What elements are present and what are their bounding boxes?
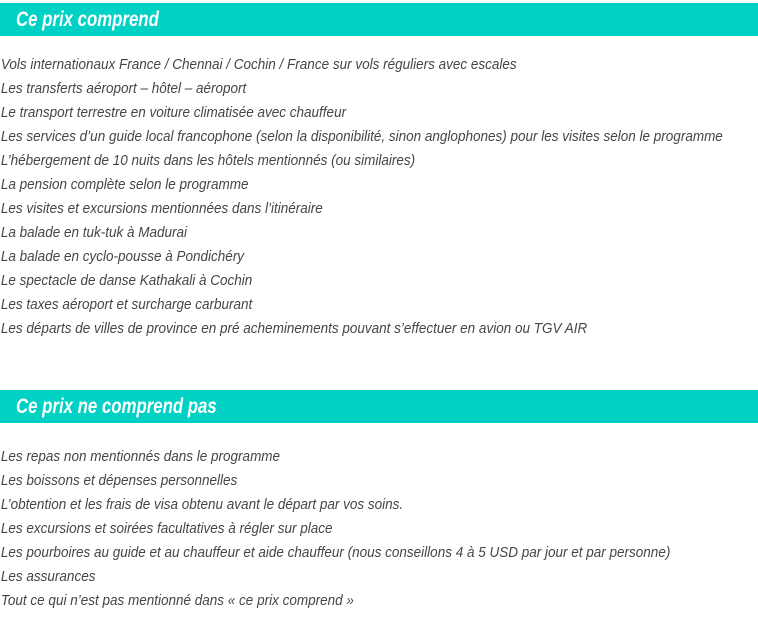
list-item: Les taxes aéroport et surcharge carburant — [0, 296, 253, 313]
price-excludes-list — [0, 445, 758, 613]
section-price-includes — [0, 3, 758, 341]
list-item: Les excursions et soirées facultatives à régler sur place — [0, 520, 333, 537]
list-item: Le transport terrestre en voiture climatisée avec chauffeur — [0, 104, 347, 121]
price-includes-list — [0, 53, 758, 341]
list-item: Les transferts aéroport – hôtel – aéroport — [0, 80, 247, 97]
price-includes-title: Ce prix comprend — [16, 7, 159, 31]
price-excludes-title: Ce prix ne comprend pas — [16, 394, 217, 418]
list-item: Le spectacle de danse Kathakali à Cochin — [0, 272, 253, 289]
price-excludes-header-bar — [0, 390, 758, 423]
list-item: Les boissons et dépenses personnelles — [0, 472, 238, 489]
price-includes-header-bar — [0, 3, 758, 36]
list-item: Vols internationaux France / Chennai / Cochin / France sur vols réguliers avec escales — [0, 56, 517, 73]
list-item: Les repas non mentionnés dans le programme — [0, 448, 281, 465]
list-item: La balade en cyclo-pousse à Pondichéry — [0, 248, 245, 265]
list-item: Tout ce qui n’est pas mentionné dans « ce prix comprend » — [0, 592, 354, 609]
section-price-excludes — [0, 390, 758, 613]
list-item: Les assurances — [0, 568, 96, 585]
list-item: La pension complète selon le programme — [0, 176, 249, 193]
list-item: Les pourboires au guide et au chauffeur et aide chauffeur (nous conseillons 4 à 5 USD par jour et par personne) — [0, 544, 671, 561]
list-item: Les visites et excursions mentionnées dans l’itinéraire — [0, 200, 323, 217]
list-item: La balade en tuk-tuk à Madurai — [0, 224, 188, 241]
list-item: Les services d’un guide local francophone (selon la disponibilité, sinon anglophones) pour les visites selon le programme — [0, 128, 723, 145]
list-item: L’obtention et les frais de visa obtenu avant le départ par vos soins. — [0, 496, 404, 513]
list-item: Les départs de villes de province en pré acheminements pouvant s’effectuer en avion ou TGV AIR — [0, 320, 588, 337]
list-item: L’hébergement de 10 nuits dans les hôtels mentionnés (ou similaires) — [0, 152, 416, 169]
